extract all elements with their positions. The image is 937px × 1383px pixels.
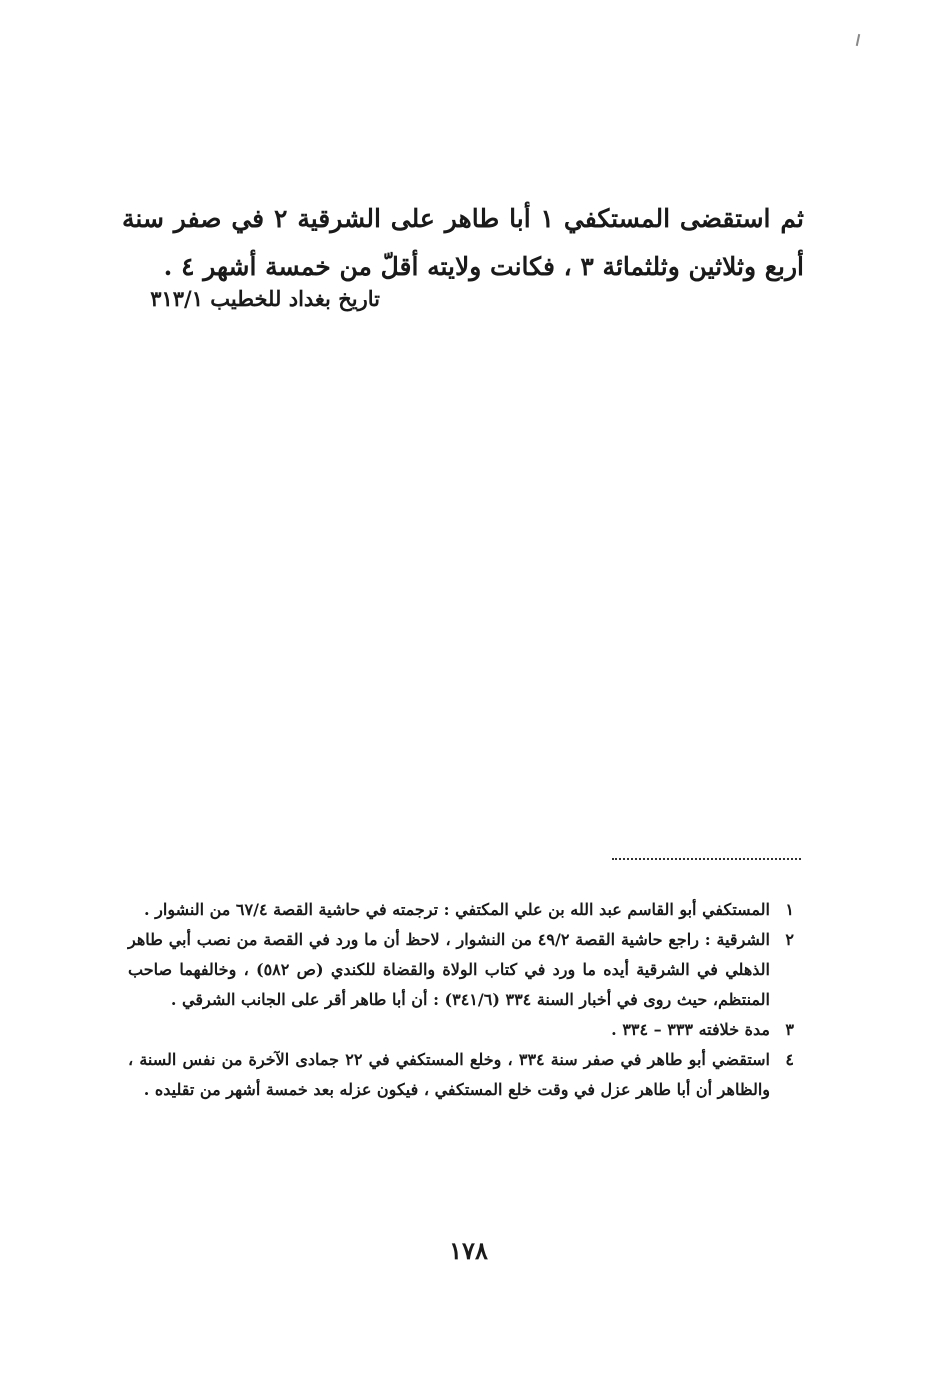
footnote-number: ٢ xyxy=(785,930,794,949)
footnote-text: استقضي أبو طاهر في صفر سنة ٣٣٤ ، وخلع المستكفي في ٢٢ جمادى الآخرة من نفس السنة ، والظاهر أن أبا طاهر عزل في وقت خلع المستكفي ، فيكون عزله بعد خمسة أشهر من تقليده . xyxy=(128,1050,771,1099)
footnote-number: ٣ xyxy=(785,1020,794,1039)
footnote-2 xyxy=(128,925,794,1015)
footnote-text: مدة خلافته ٣٣٣ – ٣٣٤ . xyxy=(611,1020,770,1039)
footnote-number: ١ xyxy=(785,900,794,919)
footnote-1 xyxy=(128,895,794,925)
scan-artifact-mark xyxy=(856,34,860,46)
source-reference: تاريخ بغداد للخطيب ٣١٣/١ xyxy=(150,286,380,311)
footnote-text: المستكفي أبو القاسم عبد الله بن علي المكتفي : ترجمته في حاشية القصة ٦٧/٤ من النشوار . xyxy=(144,900,770,919)
main-paragraph: ثم استقضى المستكفي ١ أبا طاهر على الشرقية ٢ في صفر سنة أربع وثلاثين وثلثمائة ٣ ، فكانت ولايته أقلّ من خمسة أشهر ٤ . xyxy=(122,204,804,281)
footnotes-section xyxy=(128,895,794,1105)
footnote-3 xyxy=(128,1015,794,1045)
page-number: ١٧٨ xyxy=(449,1236,488,1265)
footnote-4 xyxy=(128,1045,794,1105)
footnote-text: الشرقية : راجع حاشية القصة ٤٩/٢ من النشوار ، لاحظ أن ما ورد في القصة من نصب أبي طاهر الذهلي في الشرقية أيده ما ورد في كتاب الولاة والقضاة للكندي (ص ٥٨٢) ، وخالفهما صاحب المنتظم، حيث روى في أخبار السنة ٣٣٤ (٣٤١/٦) : أن أبا طاهر أقر على الجانب الشرقي . xyxy=(128,930,770,1009)
footnote-number: ٤ xyxy=(785,1050,794,1069)
footnote-divider xyxy=(612,858,801,860)
